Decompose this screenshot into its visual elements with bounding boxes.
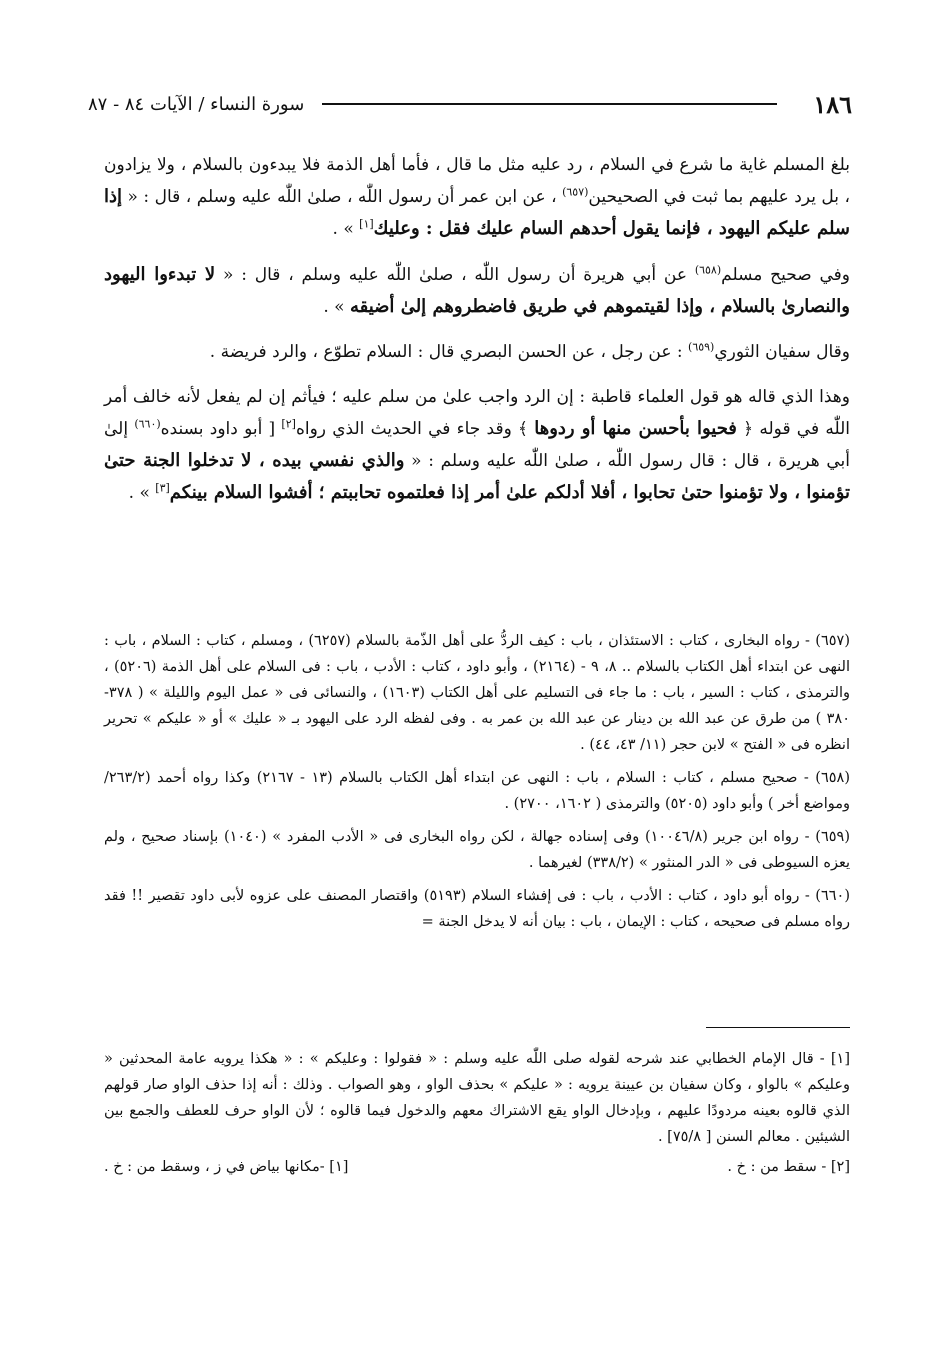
editor-notes [104,1046,850,1180]
page-header [88,84,852,124]
editor-notes-row [104,1154,850,1180]
footnote-657: (٦٥٧) - رواه البخارى ، كتاب : الاستئذان ، باب : كيف الردُّ على أهل الذّمة بالسلام (٦٢٥٧) ، ومسلم ، كتاب : السلام ، باب : النهى عن ابتداء أهل الكتاب بالسلام .. ٨، ٩ - (٢١٦٤) ، وأبو داود ، كتاب : الأدب ، باب : فى السلام على أهل الذمة (٥٢٠٦) ، والترمذى ، كتاب : السير ، باب : ما جاء فى التسليم على أهل الكتاب (١٦٠٣) ، والنسائى فى « عمل اليوم والليلة » ( ٣٧٨- ٣٨٠ ) من طرق عن عبد الله بن دينار عن عبد الله بن عمر به . وفى لفظه الرد على اليهود بـ « عليك » أو « عليكم » تحرير انظره فى « الفتح » لابن حجر (١١/ ٤٣، ٤٤) . [104,633,850,753]
text-run: ﴾ وقد جاء في الحديث الذي رواه [295,419,535,439]
text-run: » . [323,297,350,317]
hadith-quote: إذا سلم عليكم اليهود ، فإنما يقول أحدهم السام عليك فقل : وعليك [104,186,850,239]
text-run: وقال سفيان الثوري [714,342,850,362]
footnote-ref: (٦٦٠) [134,417,161,431]
paragraph-2 [104,259,850,323]
text-run: وفي صحيح مسلم [721,265,851,285]
editor-note-ref: [٢] [281,417,296,431]
editor-note-ref: [١] [359,217,374,231]
hadith-quote: لا تبدءوا اليهود والنصارىٰ بالسلام ، وإذا لقيتموهم في طريق فاضطروهم إلىٰ أضيقه [104,264,850,317]
footnote-ref: (٦٥٩) [688,340,715,354]
text-run: » . [332,219,360,239]
running-title: سورة النساء / الآيات ٨٤ - ٨٧ [88,93,305,115]
text-run: إلىٰ أبي هريرة ، قال : قال رسول اللّٰه ، صلىٰ اللّٰه عليه وسلم : « [104,419,850,471]
page-number: ١٨٦ [813,89,852,119]
editor-note-3: [١] -مكانها بياض في ز ، وسقط من : خ . [104,1159,349,1175]
paragraph-4 [104,382,850,509]
paragraph-1 [104,150,850,245]
editor-note-2: [٢] - سقط من : خ . [727,1159,850,1175]
main-text [104,150,850,523]
text-run: [ أبو داود بسنده [160,419,282,439]
footnotes [104,628,850,942]
header-rule [322,103,777,105]
text-run: وهذا الذي قاله هو قول العلماء قاطبة : إن الرد واجب علىٰ من سلم عليه ؛ فيأثم إن لم يفعل لأنه خالف أمر اللّٰه في قوله ﴿ [104,387,850,439]
footnote-ref: (٦٥٧) [562,185,589,199]
hadith-quote: والذي نفسي بيده ، لا تدخلوا الجنة حتىٰ تؤمنوا ، ولا تؤمنوا حتىٰ تحابوا ، أفلا أدلكم علىٰ أمر إذا فعلتموه تحاببتم ؛ أفشوا السلام بينكم [104,450,850,503]
text-run: عن أبي هريرة أن رسول اللّٰه ، صلىٰ اللّٰه عليه وسلم ، قال : « [215,265,695,285]
quran-verse: فحيوا بأحسن منها أو ردوها [534,418,737,439]
text-run: بلغ المسلم غاية ما شرع في السلام ، رد عليه مثل ما قال ، فأما أهل الذمة فلا يبدءون بالسلام ، ولا يزادون ، بل يرد عليهم بما ثبت في الصحيحين [104,155,851,207]
editor-note-1: [١] - قال الإمام الخطابي عند شرحه لقوله صلى اللّٰه عليه وسلم : « فقولوا : وعليكم » : « هكذا يرويه عامة المحدثين « وعليكم » بالواو ، وكان سفيان بن عيينة يرويه : « عليكم » بحذف الواو ، وهو الصواب . وذلك : أنه إذا حذف الواو صار قولهم الذي قالوه بعينه مردودًا عليهم ، وبإدخال الواو يقع الاشتراك معهم والدخول فيما قالوه ؛ لأن الواو حرف للعطف والجمع بين الشيئين . معالم السنن [ ٧٥/٨] . [104,1051,850,1145]
paragraph-3 [104,337,850,368]
footnote-separator [706,1027,850,1028]
footnote-658: (٦٥٨) - صحيح مسلم ، كتاب : السلام ، باب : النهى عن ابتداء أهل الكتاب بالسلام (١٣ - ٢١٦٧) وكذا رواه أحمد (٢٦٣/٢/ ومواضع أخر ) وأبو داود (٥٢٠٥) والترمذى ( ١٦٠٢، ٢٧٠٠) . [104,770,850,812]
footnote-660: (٦٦٠) - رواه أبو داود ، كتاب : الأدب ، باب : فى إفشاء السلام (٥١٩٣) واقتصار المصنف على عزوه لأبى داود تقصير !! فقد رواه مسلم فى صحيحه ، كتاب : الإيمان ، باب : بيان أنه لا يدخل الجنة = [104,888,850,930]
footnote-659: (٦٥٩) - رواه ابن جرير (١٠٠٤٦/٨) وفى إسناده جهالة ، لكن رواه البخارى فى « الأدب المفرد » (١٠٤٠) بإسناد صحيح ، ولم يعزه السيوطى فى « الدر المنثور » (٣٣٨/٢) لغيرهما . [104,829,850,871]
editor-note-ref: [٣] [155,481,170,495]
footnote-ref: (٦٥٨) [694,263,722,277]
text-run: : عن رجل ، عن الحسن البصري قال : السلام تطوّع ، والرد فريضة . [209,342,689,362]
text-run: » . [128,483,156,503]
text-run: ، عن ابن عمر أن رسول اللّٰه ، صلىٰ اللّٰه عليه وسلم ، قال : « [122,187,563,207]
